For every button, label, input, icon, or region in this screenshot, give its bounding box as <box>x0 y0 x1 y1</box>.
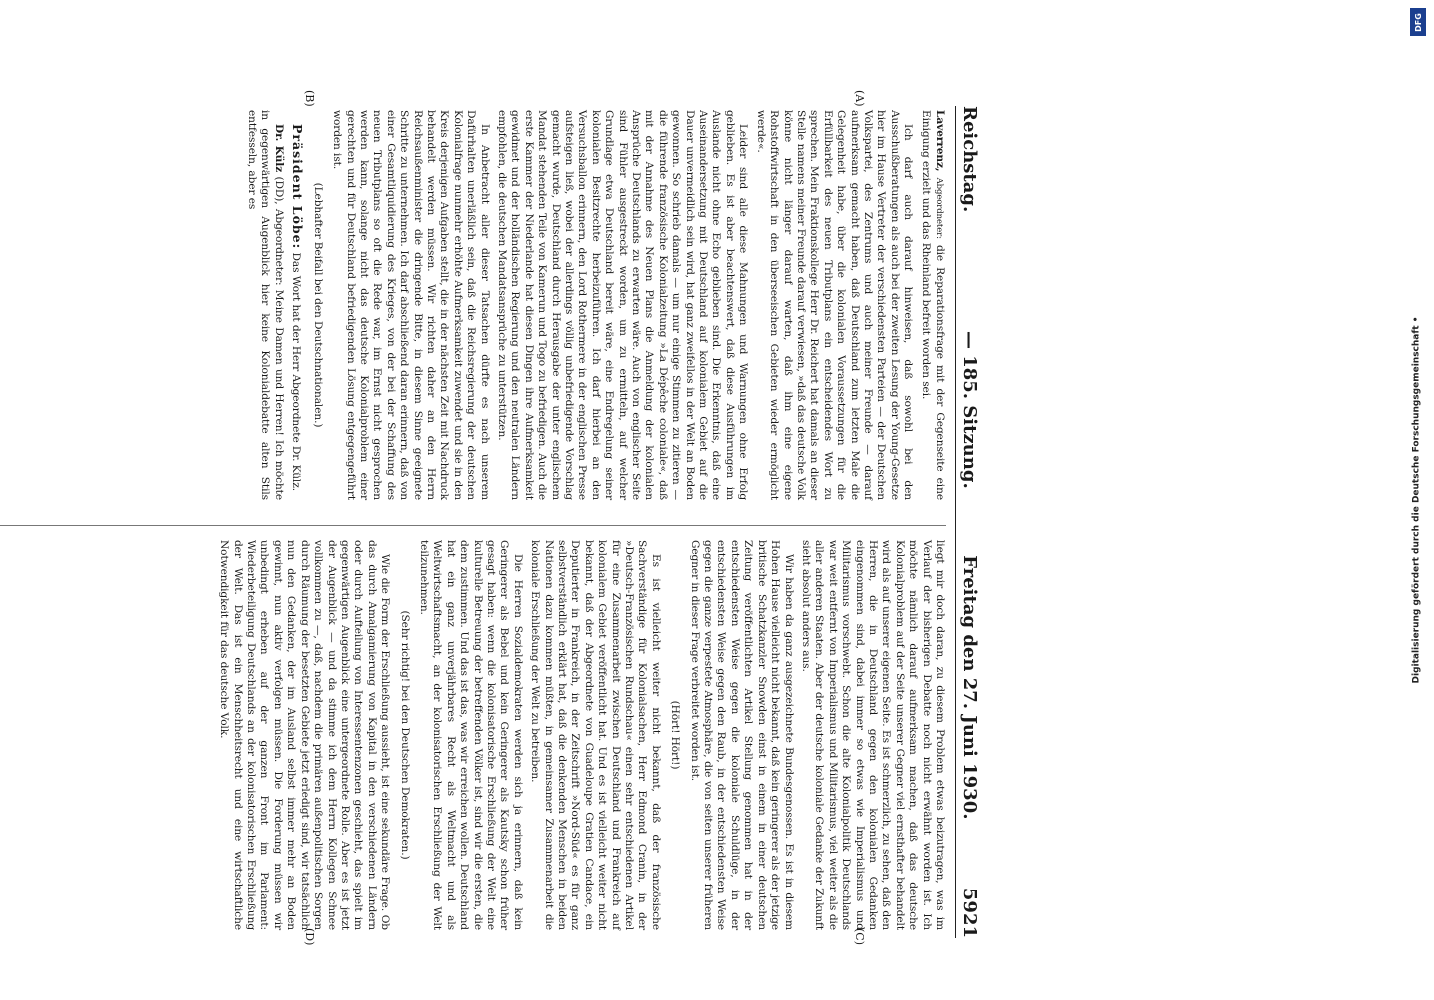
margin-marker-a: (A) <box>853 90 866 107</box>
page-number: 5921 <box>959 887 981 938</box>
paragraph: In Anbetracht aller dieser Tatsachen dürfte es nach unserem Dafürhalten unerläßlich sein, daß die Reichsregierung der deutschen Kolonialfrage nunmehr erhöhte Aufmerksamkeit zuwendet und sie in den Kreis derjenigen Aufgaben stellt, die in der nächsten Zeit mit Nachdruck behandelt werden müssen. Wir richten daher an den Herrn Reichsaußenminister die dringende Bitte, in diesem Sinne geeignete Schritte zu unternehmen. Ich darf abschließend daran erinnern, daß von einer Gesamtliquidierung des Krieges, von der bei der Schaffung des neuen Tributplans so oft die Rede war, im Ernst nicht gesprochen werden kann, solange nicht das deutsche Kolonialproblem einer gerechten und für Deutschland befriedigenden Lösung entgegengeführt worden ist. <box>331 110 491 500</box>
applause-note: (Lebhafter Beifall bei den Deutschnationalen.) <box>311 182 324 428</box>
speaker-text: (DD), Abgeordneter: Meine Damen und Herren! Ich möchte in gegenwärtigen Augenblick hier keine Kolonialdebatte alten Stils entfesseln, aber es <box>246 110 285 500</box>
paragraph: Ich darf auch darauf hinweisen, daß sowohl bei den Ausschußberatungen als auch bei der zweiten Lesung der Young-Gesetze hier im Hause Vertreter der verschiedensten Parteien — der Deutschen Volkspartei, des Zentrums und auch meiner Freunde — darauf aufmerksam gemacht haben, daß Deutschland zum letzten Male die Gelegenheit habe, über die kolonialen Voraussetzungen für die Erfüllbarkeit des neuen Tributplans ein entscheidendes Wort zu sprechen. Mein Fraktionskollege Herr Dr. Reichert hat damals an dieser Stelle namens meiner Freunde darauf verwiesen, »daß das deutsche Volk könne nicht länger darauf warten, daß ihm eine eigene Rohstoffwirtschaft in den überseeischen Gebieten wieder ermöglicht werde«. <box>754 110 915 500</box>
page-header <box>955 106 984 938</box>
paragraph: Die Herren Sozialdemokraten werden sich ja erinnern, daß kein Geringerer als Bebel und kein Geringerer als Kautsky schon früher gesagt haben: wenn die kolonisatorische Erschließung der Welt eine kulturelle Betreuung der betreffenden Völker ist, sind wir die ersten, die dem zustimmen. Und das ist das, was wir erreichen wollen. Deutschland hat ein ganz unverjährbares Recht als Weltmacht und als Weltwirtschaftsmacht, an der kolonisatorischen Erschließung der Welt teilzunehmen. <box>417 540 524 930</box>
paragraph-text: die Reparationsfrage mit der Gegenseite eine Einigung erzielt und das Rheinland befreit worden sei. <box>919 110 946 500</box>
left-column <box>0 110 946 500</box>
speaker-name: Laverrenz, <box>934 110 946 172</box>
paragraph <box>289 110 304 500</box>
paragraph <box>918 110 946 500</box>
paragraph: Es ist vielleicht weiter nicht bekannt, daß der französische Sachverständige für Kolonialsachen, Herr Edmond Cranin, in der »Deutsch-Französischen Rundschau« einen sehr entschiedenen Artikel für eine Zusammenarbeit zwischen Deutschland und Frankreich auf kolonialem Gebiet veröffentlicht hat. Und es ist vielleicht weiter nicht bekannt, daß der Abgeordnete von Guadeloupe Gratien Candace, ein Deputierter in Frankreich, in der Zeitschrift »Nord-Süd« es für ganz selbstverständlich erklärt hat, daß die denkenden Menschen in beiden Nationen dazu kommen müßten, in gemeinsamer Zusammenarbeit die koloniale Erschließung der Welt zu betreiben. <box>529 540 662 930</box>
right-column <box>0 540 946 930</box>
header-reichstag: Reichstag. <box>959 106 981 213</box>
digitization-credit <box>1406 0 1426 1000</box>
header-date: Freitag den 27. Juni 1930. <box>959 555 981 820</box>
digitization-credit-text: Digitalisierung gefördert durch die Deutsche Forschungsgemeinschaft • <box>1411 316 1422 684</box>
header-session: — 185. Sitzung. <box>959 330 981 489</box>
interjection: (Sehr richtig! bei den Deutschen Demokraten.) <box>398 610 411 860</box>
margin-marker-d: (D) <box>303 928 316 946</box>
paragraph: Wir haben da ganz ausgezeichnete Bundesgenossen. Es ist in diesem Hohen Hause vielleicht nicht bekannt, daß kein geringerer als der jetzige britische Schatzkanzler Snowden einst in einem in einer deutschen Zeitung veröffentlichten Artikel Stellung genommen hat in der entschiedensten Weise gegen die koloniale Schuldlüge, in der entschiedensten Weise gegen den Raub, in der entschiedensten Weise gegen die ganze verpestete Atmosphäre, die von seiten unserer früheren Gegner in dieser Frage verbreitet worden ist. <box>688 540 795 930</box>
speaker-name: Dr. Külz <box>272 124 285 173</box>
president-text: Das Wort hat der Herr Abgeordnete Dr. Külz. <box>290 252 303 491</box>
interjection: (Hört! Hört!) <box>669 700 682 770</box>
paragraph <box>245 110 285 500</box>
document-page <box>0 88 996 956</box>
margin-marker-c: (C) <box>853 928 866 945</box>
speaker-role: Abgeordneter: <box>934 177 944 239</box>
paragraph: liegt mir doch daran, zu diesem Problem etwas beizutragen, was im Verlauf der bisherigen Debatte noch nicht erwähnt worden ist. Ich möchte nämlich darauf aufmerksam machen, daß das deutsche Kolonialproblem auf der Seite unserer Gegner viel ernsthafter behandelt wird als auf unserer eigenen Seite. Es ist schmerzlich, zu sehen, daß den Herren, die in Deutschland gegen den kolonialen Gedanken eingenommen sind, dabei immer so etwas wie Imperialismus und Militarismus vorschwebt. Schon die alte Kolonialpolitik Deutschlands war weit entfernt von Imperialismus und Militarismus, viel weiter als die aller anderen Staaten. Aber der deutsche koloniale Gedanke der Zukunft sieht absolut anders aus. <box>799 540 946 930</box>
margin-marker-b: (B) <box>303 90 316 107</box>
paragraph: Leider sind alle diese Mahnungen und Warnungen ohne Erfolg geblieben. Es ist aber beachtenswert, daß diese Ausführungen im Auslande nicht ohne Echo geblieben sind. Die Erkenntnis, daß eine Auseinandersetzung mit Deutschland auf kolonialem Gebiet auf die Dauer unvermeidlich sein wird, hat ganz zweifellos in der Welt an Boden gewonnen. So schrieb damals — um nur einige Stimmen zu zitieren — die führende französische Kolonialzeitung »La Dépêche coloniale«, daß mit der Annahme des Neuen Plans die Anmeldung der kolonialen Ansprüche Deutschlands zu erwarten wäre. Auch von englischer Seite sind Fühler ausgestreckt worden, um zu ermitteln, auf welcher Grundlage etwa Deutschland bereit wäre, eine Endregelung seiner kolonialen Besitzrechte herbeizuführen. Ich darf hierbei an den Versuchsballon erinnern, den Lord Rothermere in der englischen Presse aufsteigen ließ, wobei der allerdings völlig unbefriedigende Vorschlag gemacht wurde, Deutschland durch Herausgabe der unter englischem Mandat stehenden Teile von Kamerun und Togo zu befriedigen. Auch die erste Kammer der Niederlande hat diesen Dingen ihre Aufmerksamkeit gewidmet und der holländischen Regierung und den neutralen Ländern empfohlen, die deutschen Mandatsansprüche zu unterstützen. <box>496 110 750 500</box>
column-divider <box>0 525 946 526</box>
president-name: Präsident Löbe: <box>290 124 306 250</box>
dfg-logo-text: DFG <box>1413 12 1423 32</box>
paragraph: Wie die Form der Erschließung aussieht, ist eine sekundäre Frage. Ob das durch Amalgamierung von Kapital in den verschiedenen Ländern oder durch Aufteilung von Interessentenzonen geschieht, das spielt im gegenwärtigen Augenblick eine untergeordnete Rolle. Aber es ist jetzt der Augenblick — und da stimme ich dem Herrn Kollegen Schnee vollkommen zu —, daß, nachdem die primären außenpolitischen Sorgen durch Räumung der besetzten Gebiete jetzt erledigt sind, wir tatsächlich nun den Gedanken, der im Ausland selbst immer mehr an Boden gewinnt, nun aktiv verfolgen müssen. Die Forderung müssen wir unbedingt erheben auf der ganzen Front im Parlament: Wiederbeteiligung Deutschlands an der kolonisatorischen Erschließung der Welt. Das ist ein Menschheitsrecht und eine wirtschaftliche Notwendigkeit für das deutsche Volk. <box>218 540 392 930</box>
